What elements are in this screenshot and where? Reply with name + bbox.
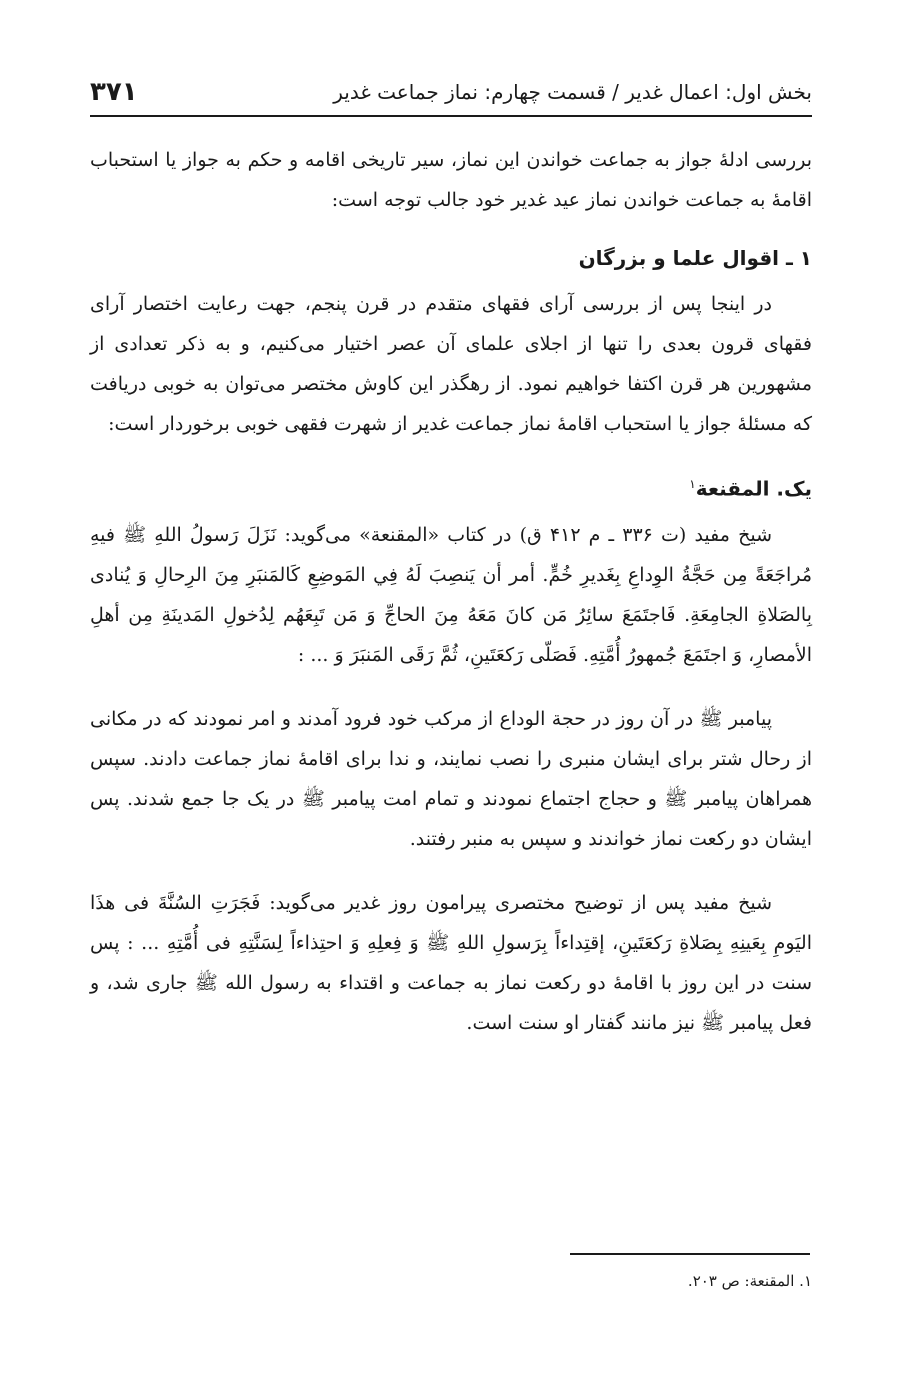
quote-paragraph bbox=[90, 515, 812, 675]
body-paragraph: در اینجا پس از بررسی آرای فقهای متقدم در قرن پنجم، جهت رعایت اختصار آرای فقهای قرون بعدی را تنها از اجلای علمای آن عصر اختیار می‌کنیم، و به ذکر تعدادی از مشهورین هر قرن اکتفا خواهیم نمود. از رهگذر این کاوش مختصر می‌توان به خوبی دریافت که مسئلهٔ جواز یا استحباب اقامهٔ نماز جماعت غدیر از شهرت فقهی خوبی برخوردار است: bbox=[90, 293, 812, 435]
section-heading: ۱ ـ اقوال علما و بزرگان bbox=[578, 246, 812, 270]
second-arabic-quote: فَجَرَتِ السُنَّةَ فى هذَا اليَومِ بِعَينِهِ بِصَلاةِ رَكعَتَينِ، إقتِداءاً بِرَسولِ اللهِ ﷺ وَ فِعلِهِ وَ احتِذاءاً لِسَنَّتِهِ فى أُمَّتِهِ ... : bbox=[90, 891, 812, 954]
page-body bbox=[90, 140, 812, 1043]
intro-paragraph: بررسی ادلهٔ جواز به جماعت خواندن این نماز، سیر تاریخی اقامه و حکم به جواز یا استحباب اقامهٔ به جماعت خواندن نماز عید غدیر خود جالب توجه است: bbox=[90, 149, 812, 211]
quote-intro: شیخ مفید (ت ۳۳۶ ـ م ۴۱۲ ق) در کتاب «المقنعة» می‌گوید: bbox=[284, 523, 772, 546]
subsection-title: یک. المقنعة bbox=[695, 476, 812, 501]
second-translation: پس سنت در این روز با اقامهٔ دو رکعت نماز به جماعت و اقتداء به رسول الله ﷺ جاری شد، و فعل پیامبر ﷺ نیز مانند گفتار او سنت است. bbox=[90, 931, 812, 1034]
footnote-rule bbox=[570, 1253, 810, 1255]
translation-paragraph: پیامبر ﷺ در آن روز در حجة الوداع از مرکب خود فرود آمدند و امر نمودند که در مکانی از رحال شتر برای ایشان منبری را نصب نمایند، و ندا برای اقامهٔ نماز جماعت دادند. سپس همراهان پیامبر ﷺ و حجاج اجتماع نمودند و تمام امت پیامبر ﷺ در یک جا جمع شدند. پس ایشان دو رکعت نماز خواندند و سپس به منبر رفتند. bbox=[90, 707, 812, 850]
footnote: ۱. المقنعة: ص ۲۰۳. bbox=[687, 1272, 812, 1290]
footnote-marker: ۱ bbox=[689, 477, 696, 491]
header-rule bbox=[90, 115, 812, 117]
arabic-quote: نَزَلَ رَسولُ اللهِ ﷺ فيهِ مُراجَعَةً مِن حَجَّةُ الوِداعِ بِغَديرِ خُمٍّ. أمر أن يَنصِبَ لَهُ فِي المَوضِعِ كَالمَنبَرِ مِنَ الرِحالِ وَ يُنادى بِالصَلاةِ الجامِعَةِ. فَاجتَمَعَ سائِرُ مَن كانَ مَعَهُ مِنَ الحاجِّ وَ مَن تَبِعَهُم لِدُخولِ المَدينَةِ مِن أهلِ الأمصارِ، وَ اجتَمَعَ جُمهورُ أُمَّتِهِ. فَصَلّى رَكعَتَينِ، ثُمَّ رَقَى المَنبَرَ وَ ... : bbox=[90, 523, 812, 666]
page-number: ۳۷۱ bbox=[90, 77, 138, 107]
running-head: بخش اول: اعمال غدیر / قسمت چهارم: نماز جماعت غدیر bbox=[333, 80, 812, 104]
second-quote-paragraph bbox=[90, 883, 812, 1043]
second-quote-intro: شیخ مفید پس از توضیح مختصری پیرامون روز غدیر می‌گوید: bbox=[269, 891, 773, 914]
page-header bbox=[90, 72, 812, 112]
subsection-heading bbox=[90, 468, 812, 505]
